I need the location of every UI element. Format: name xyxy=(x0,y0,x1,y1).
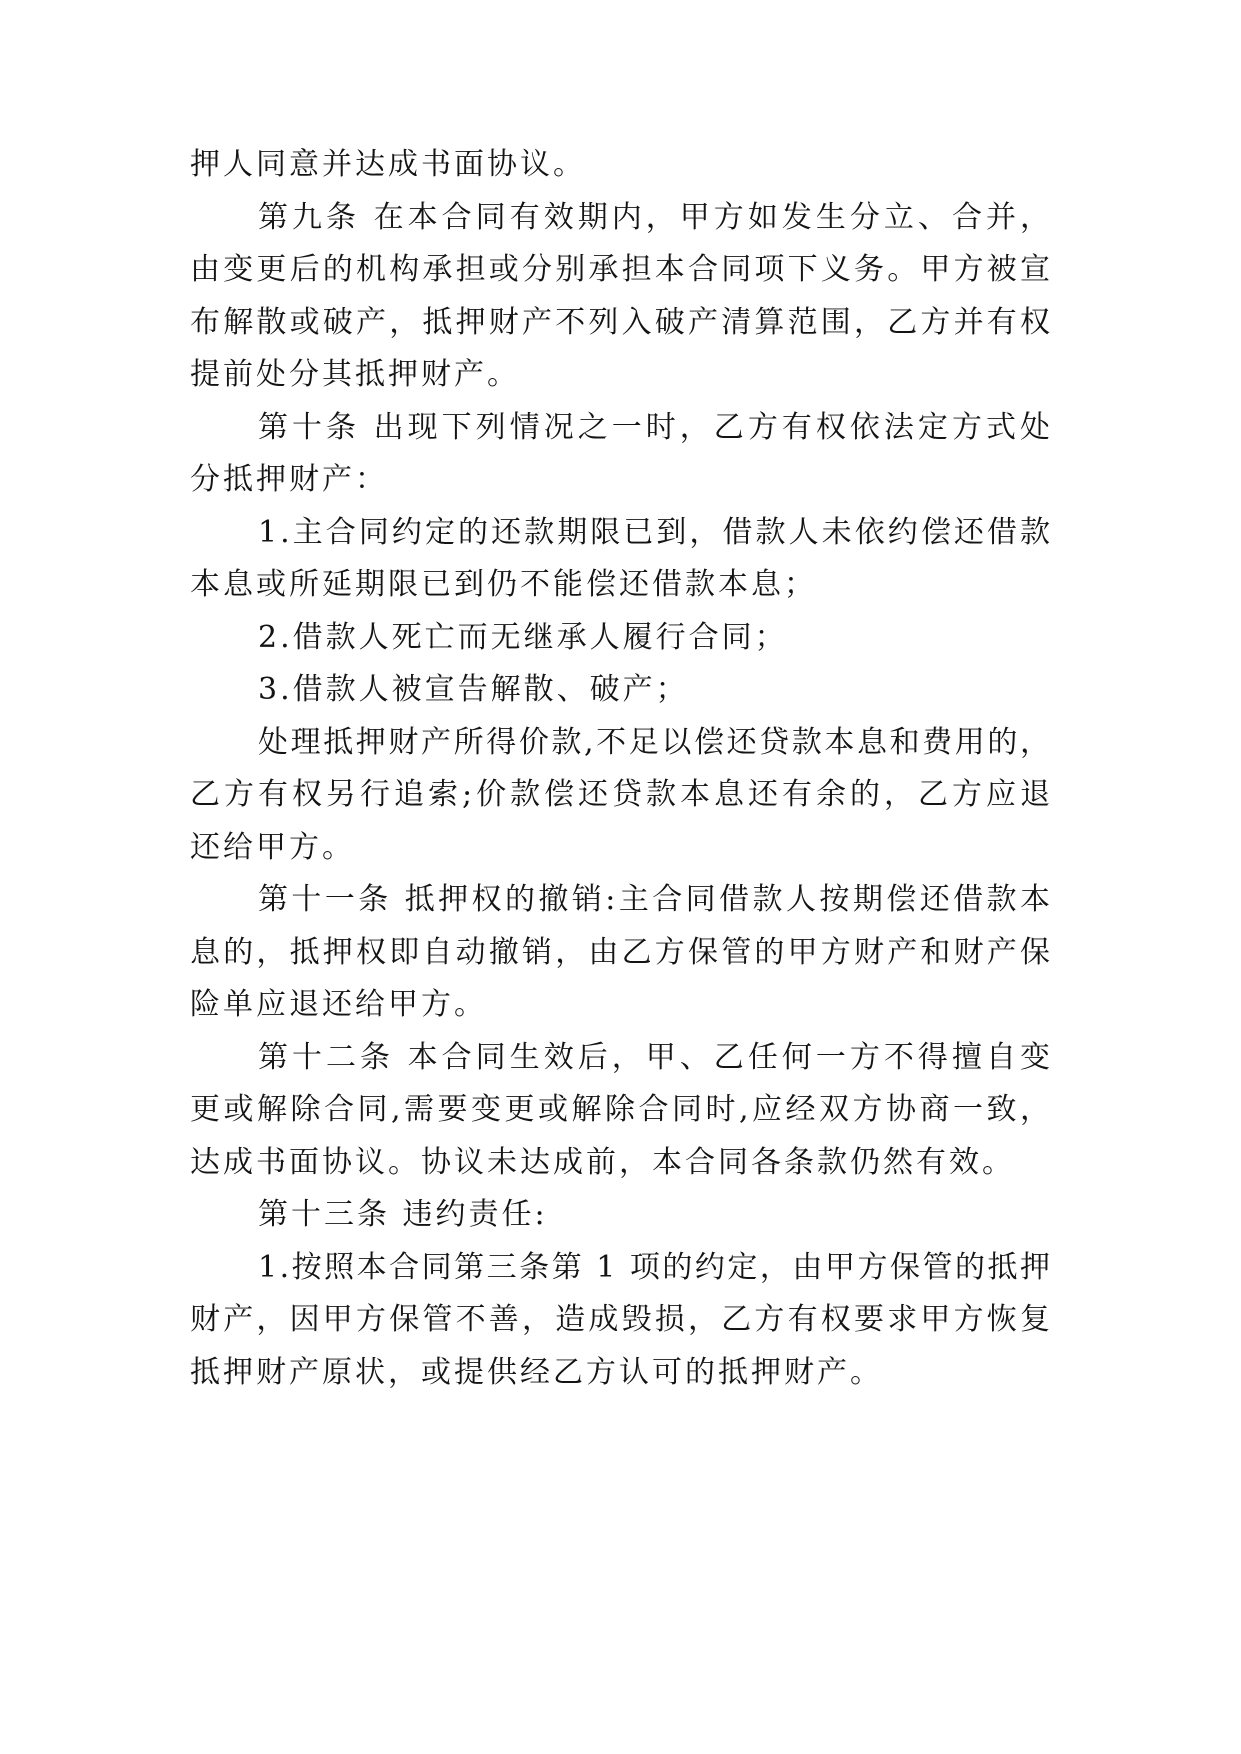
text-line: 处理抵押财产所得价款,不足以偿还贷款本息和费用的， xyxy=(258,724,1053,760)
text-line: 1.按照本合同第三条第 1 项的约定，由甲方保管的抵押 xyxy=(258,1249,1053,1285)
text-line: 押人同意并达成书面协议。 xyxy=(190,147,586,182)
text-line: 2.借款人死亡而无继承人履行合同； xyxy=(258,619,788,655)
text-line: 第十一条 抵押权的撤销:主合同借款人按期偿还借款本 xyxy=(258,882,1054,917)
text-line: 更或解除合同,需要变更或解除合同时,应经双方协商一致， xyxy=(190,1092,1054,1127)
document-body xyxy=(190,139,1055,1399)
article-10-item-2 xyxy=(190,612,1050,665)
text-line: 提前处分其抵押财产。 xyxy=(190,357,520,392)
text-line: 本息或所延期限已到仍不能偿还借款本息； xyxy=(190,567,817,602)
text-line: 息的，抵押权即自动撤销，由乙方保管的甲方财产和财产保 xyxy=(190,934,1054,970)
text-line: 1.主合同约定的还款期限已到，借款人未依约偿还借款 xyxy=(258,514,1054,550)
text-line: 抵押财产原状，或提供经乙方认可的抵押财产。 xyxy=(190,1354,883,1390)
text-line: 布解散或破产，抵押财产不列入破产清算范围，乙方并有权 xyxy=(190,304,1054,340)
article-9-paragraph xyxy=(190,192,1055,402)
text-line: 第十条 出现下列情况之一时，乙方有权依法定方式处 xyxy=(258,409,1055,445)
article-13-item-1 xyxy=(190,1242,1054,1400)
text-line: 乙方有权另行追索;价款偿还贷款本息还有余的，乙方应退 xyxy=(190,777,1054,812)
article-10-item-1 xyxy=(190,507,1054,612)
text-line: 第十三条 违约责任: xyxy=(258,1197,548,1232)
text-line: 第十二条 本合同生效后，甲、乙任何一方不得擅自变 xyxy=(258,1039,1055,1075)
text-line: 险单应退还给甲方。 xyxy=(190,987,487,1022)
article-12-paragraph xyxy=(190,1032,1055,1190)
article-10-disposal-paragraph xyxy=(190,717,1054,875)
text-line: 由变更后的机构承担或分别承担本合同项下义务。甲方被宣 xyxy=(190,252,1054,287)
article-10-paragraph xyxy=(190,402,1055,507)
text-line: 达成书面协议。协议未达成前，本合同各条款仍然有效。 xyxy=(190,1144,1015,1180)
article-10-item-3 xyxy=(190,664,1050,717)
text-line: 还给甲方。 xyxy=(190,829,355,865)
text-line: 3.借款人被宣告解散、破产； xyxy=(258,672,689,707)
text-line: 第九条 在本合同有效期内，甲方如发生分立、合并， xyxy=(258,199,1055,235)
article-11-paragraph xyxy=(190,874,1054,1032)
text-line: 财产，因甲方保管不善，造成毁损，乙方有权要求甲方恢复 xyxy=(190,1302,1054,1337)
text-line: 分抵押财产： xyxy=(190,462,388,497)
continued-paragraph xyxy=(190,139,1050,192)
article-13-heading xyxy=(190,1189,1050,1242)
